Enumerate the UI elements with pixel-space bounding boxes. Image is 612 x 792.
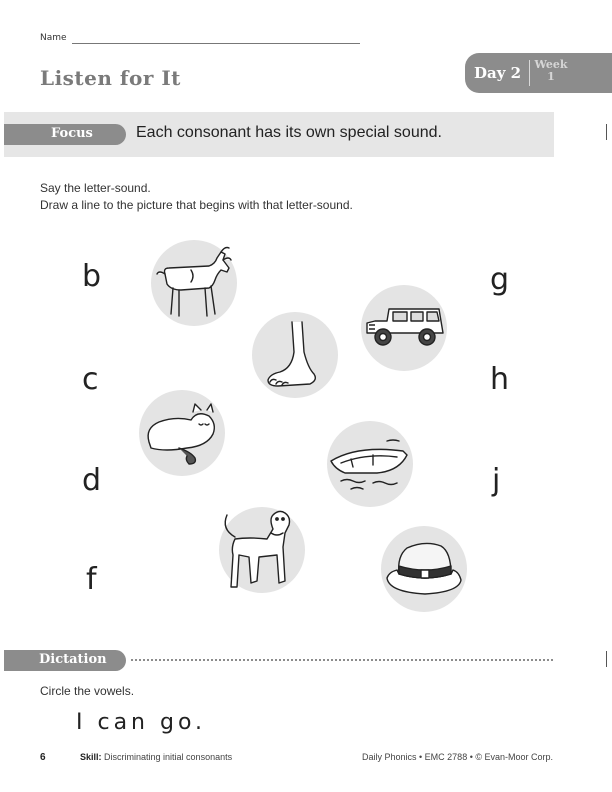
focus-text: Each consonant has its own special sound.	[136, 124, 442, 141]
goat-icon	[151, 240, 237, 326]
footer-credit: Daily Phonics • EMC 2788 • © Evan-Moor Corp.	[362, 752, 554, 762]
hat-picture[interactable]	[381, 526, 467, 612]
dictation-sentence[interactable]: I can go.	[76, 710, 207, 735]
letter-f: f	[86, 562, 97, 597]
dictation-label: Dictation	[39, 652, 107, 667]
focus-tab	[4, 124, 126, 145]
dictation-tab	[4, 650, 126, 671]
skill-line	[80, 752, 232, 762]
page-title: Listen for It	[40, 66, 181, 90]
margin-mark	[606, 124, 607, 140]
page-number: 6	[40, 752, 46, 763]
week-label: Week	[534, 58, 568, 71]
jeep-icon	[361, 285, 447, 371]
day-week-divider	[529, 60, 530, 86]
goat-picture[interactable]	[151, 240, 237, 326]
week-number: 1	[547, 70, 555, 83]
dog-picture[interactable]	[219, 507, 305, 593]
jeep-picture[interactable]	[361, 285, 447, 371]
letter-d: d	[82, 463, 102, 498]
skill-text: Discriminating initial consonants	[104, 752, 233, 762]
letter-g: g	[490, 262, 510, 297]
boat-icon	[327, 421, 413, 507]
letter-j: j	[492, 463, 501, 498]
name-label: Name	[40, 33, 67, 43]
foot-icon	[252, 312, 338, 398]
cat-icon	[139, 390, 225, 476]
dictation-instruction: Circle the vowels.	[40, 684, 135, 698]
skill-label: Skill:	[80, 752, 102, 762]
instruction-line-2: Draw a line to the picture that begins with that letter-sound.	[40, 198, 353, 212]
foot-picture[interactable]	[252, 312, 338, 398]
day-week-tab	[465, 53, 612, 93]
letter-c: c	[82, 362, 99, 397]
name-field-line[interactable]	[72, 43, 360, 44]
letter-b: b	[82, 259, 102, 294]
week-box	[533, 59, 569, 83]
instruction-line-1: Say the letter-sound.	[40, 181, 151, 195]
letter-h: h	[490, 362, 510, 397]
margin-mark	[606, 651, 607, 667]
boat-picture[interactable]	[327, 421, 413, 507]
cat-picture[interactable]	[139, 390, 225, 476]
hat-icon	[381, 526, 467, 612]
dictation-dotted-rule	[131, 659, 553, 661]
focus-label: Focus	[51, 126, 93, 141]
day-label: Day 2	[474, 64, 522, 82]
dog-icon	[219, 507, 305, 593]
